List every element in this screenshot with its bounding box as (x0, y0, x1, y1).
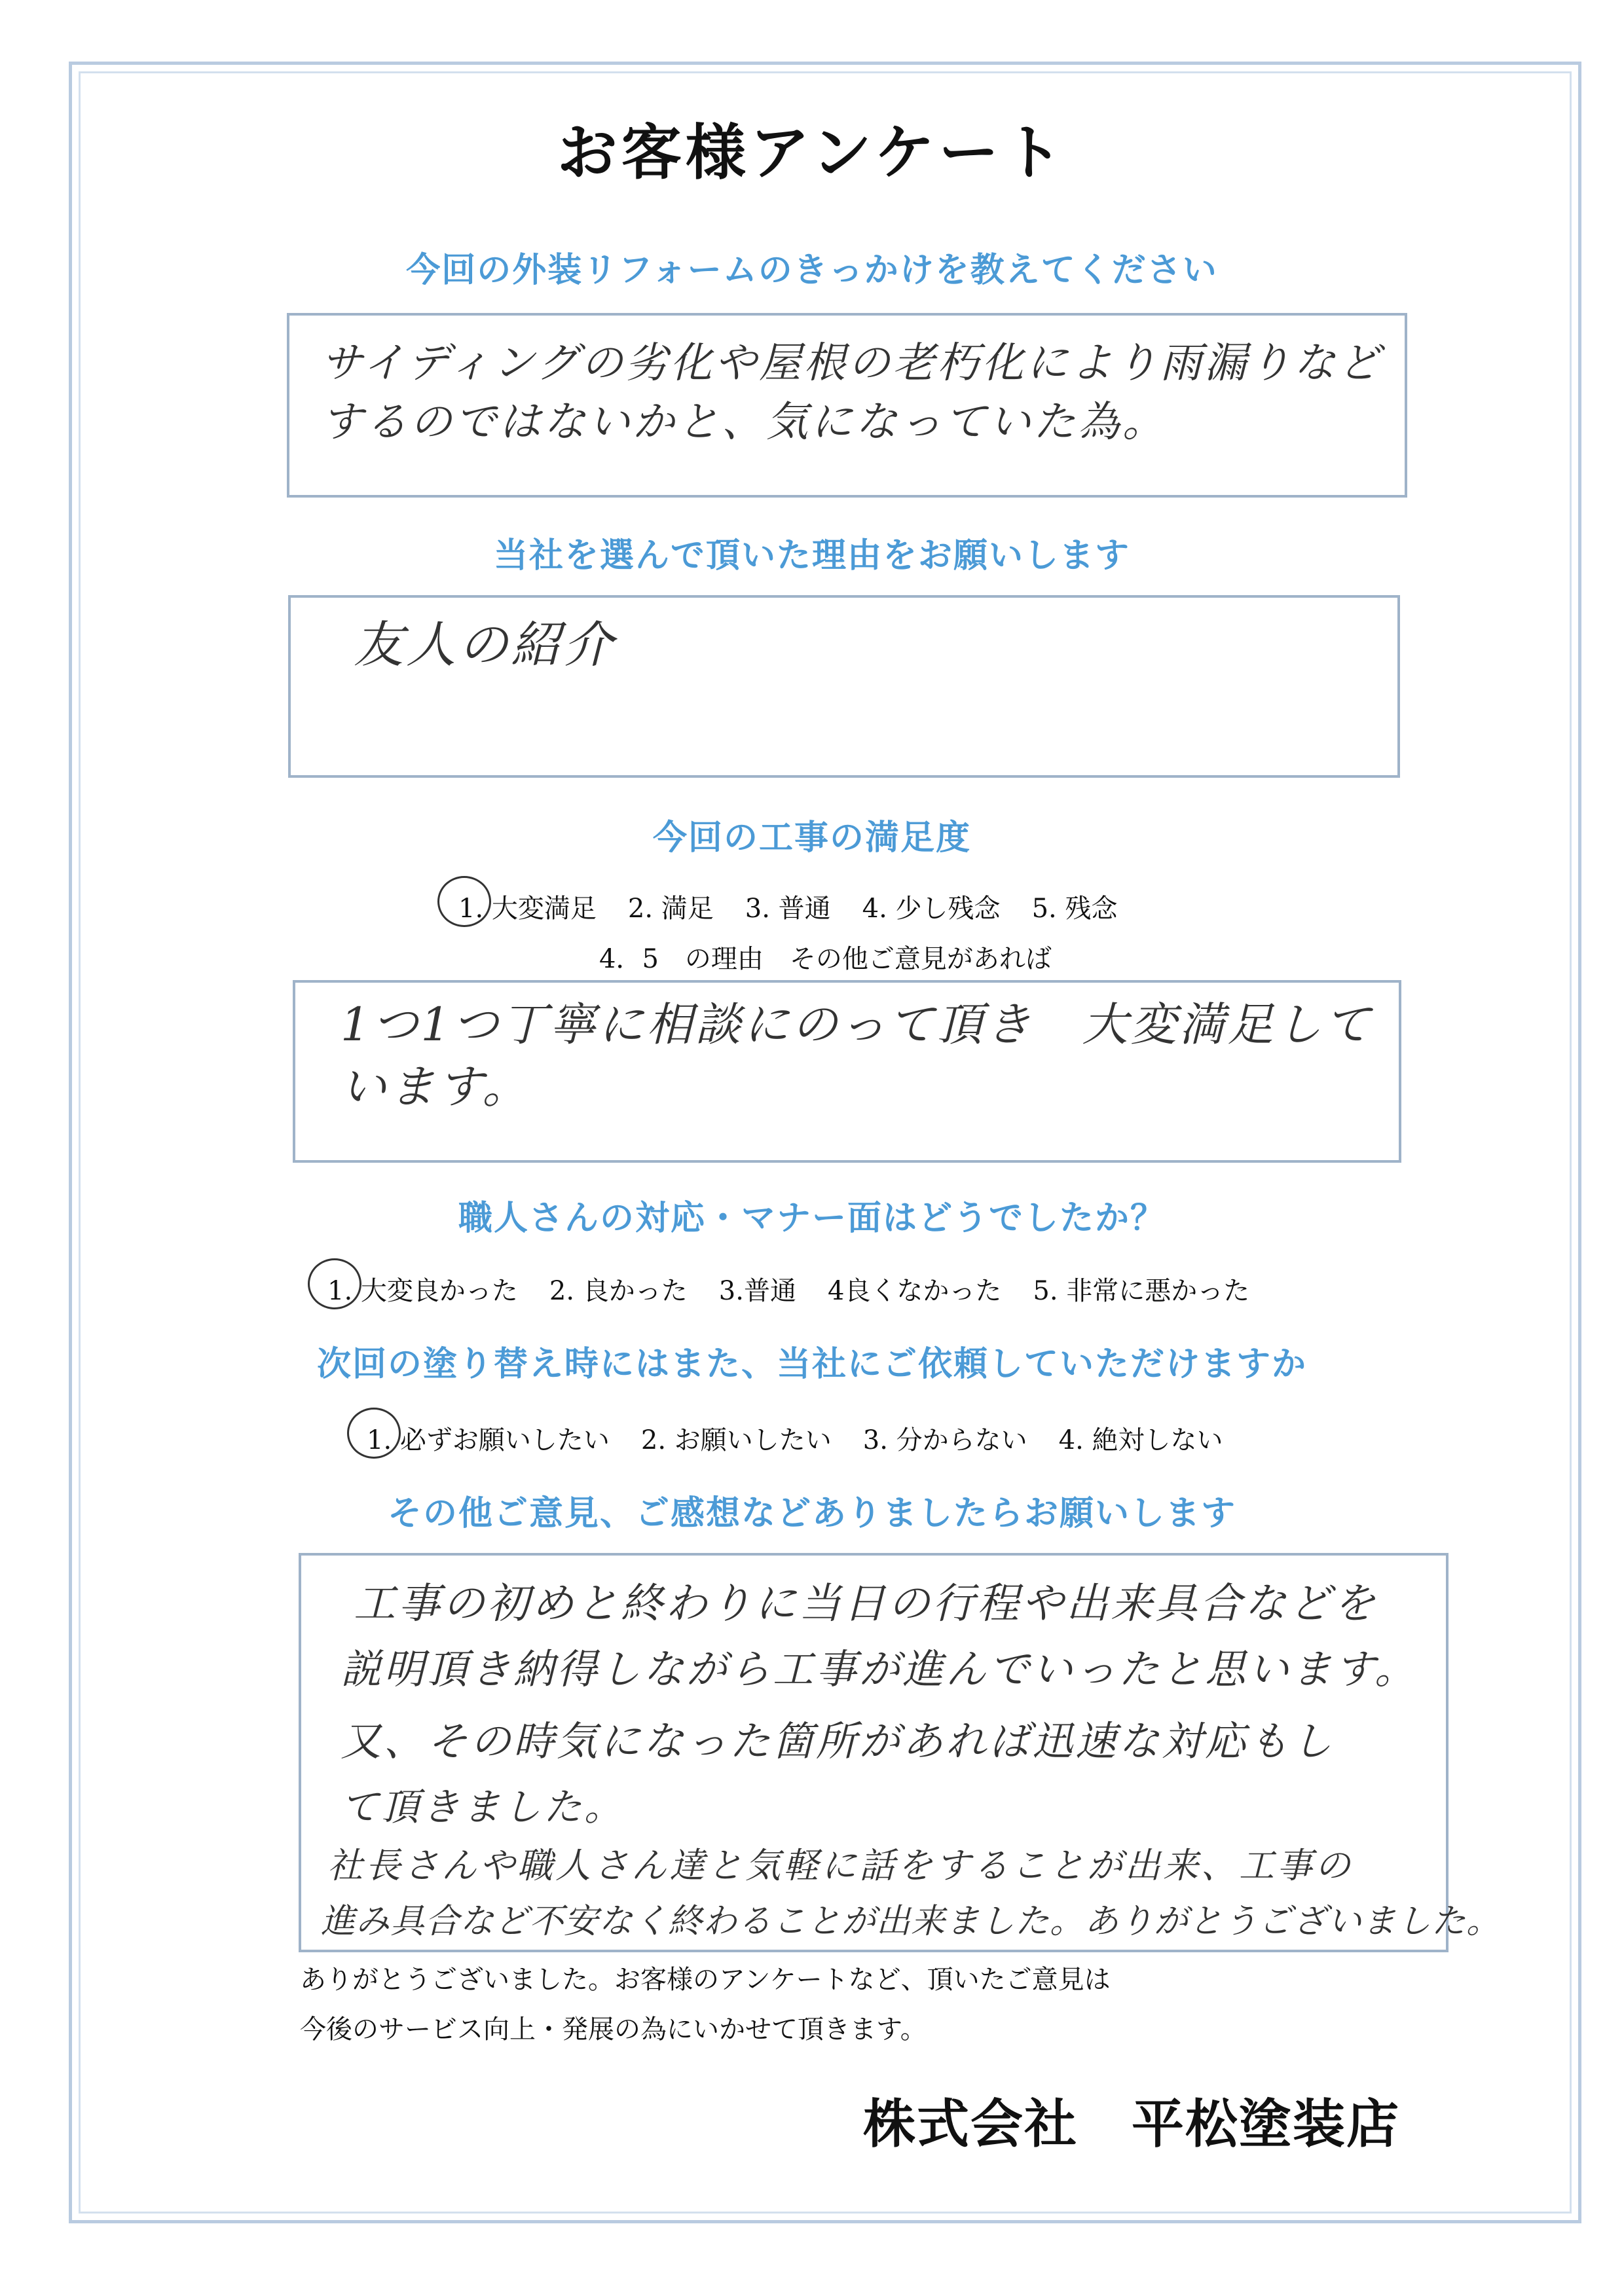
option[interactable]: 1. 大変良かった (327, 1276, 518, 1306)
answer-comments-line: 社長さんや職人さん達と気軽に話をすることが出来、工事の (327, 1845, 1353, 1886)
question-comments-heading: その他ご意見、ご感想などありましたらお願いします (387, 1494, 1236, 1533)
answer-satisfaction-line: 1つ1つ丁寧に相談にのって頂き 大変満足して (341, 998, 1373, 1051)
option[interactable]: 2. 満足 (627, 894, 714, 924)
craftsman-options (327, 1270, 1281, 1307)
answer-reason-line: するのではないかと、気になっていた為。 (321, 398, 1167, 446)
question-repeat-heading: 次回の塗り替え時にはまた、当社にご依頼していただけますか (316, 1345, 1307, 1384)
answer-comments-line: 説明頂き納得しながら工事が進んでいったと思います。 (341, 1645, 1418, 1693)
thanks-line: 今後のサービス向上・発展の為にいかせて頂きます。 (300, 2014, 927, 2045)
option[interactable]: 1. 必ずお願いしたい (367, 1425, 610, 1455)
option[interactable]: 4良くなかった (827, 1276, 1002, 1306)
option[interactable]: 5. 非常に悪かった (1033, 1276, 1250, 1306)
option[interactable]: 1. 大変満足 (458, 894, 597, 924)
answer-comments-line: 工事の初めと終わりに当日の行程や出来具合などを (354, 1580, 1378, 1628)
thanks-line: ありがとうございました。お客様のアンケートなど、頂いたご意見は (300, 1965, 1111, 1995)
company-name: 株式会社 平松塗装店 (863, 2094, 1400, 2155)
answer-reason-line: サイディングの劣化や屋根の老朽化により雨漏りなど (321, 339, 1383, 388)
option[interactable]: 4. 少し残念 (862, 894, 1001, 924)
reason-sublabel: 4．5 の理由 その他ご意見があれば (599, 944, 1052, 974)
satisfaction-options (458, 888, 1149, 925)
answer-satisfaction-line: います。 (341, 1060, 531, 1114)
answer-comments-line: 進み具合など不安なく終わることが出来ました。ありがとうございました。 (321, 1902, 1502, 1941)
repeat-options (367, 1419, 1255, 1457)
option[interactable]: 4. 絶対しない (1058, 1425, 1223, 1455)
option[interactable]: 2. お願いしたい (640, 1425, 832, 1455)
answer-choice-line: 友人の紹介 (354, 615, 616, 674)
option[interactable]: 5. 残念 (1031, 894, 1118, 924)
answer-comments-line: 又、その時気になった箇所があれば迅速な対応もし (341, 1717, 1335, 1765)
page-title: お客様アンケート (557, 117, 1067, 188)
answer-comments-line: て頂きました。 (341, 1785, 625, 1829)
question-reason-heading: 今回の外装リフォームのきっかけを教えてください (406, 251, 1218, 290)
question-choice-heading: 当社を選んで頂いた理由をお願いします (493, 536, 1130, 575)
question-satisfaction-heading: 今回の工事の満足度 (652, 818, 971, 858)
question-craftsman-heading: 職人さんの対応・マナー面はどうでしたか？ (458, 1199, 1166, 1238)
option[interactable]: 2. 良かった (549, 1276, 688, 1306)
option[interactable]: 3. 普通 (745, 894, 831, 924)
option[interactable]: 3.普通 (718, 1276, 796, 1306)
option[interactable]: 3. 分からない (862, 1425, 1027, 1455)
